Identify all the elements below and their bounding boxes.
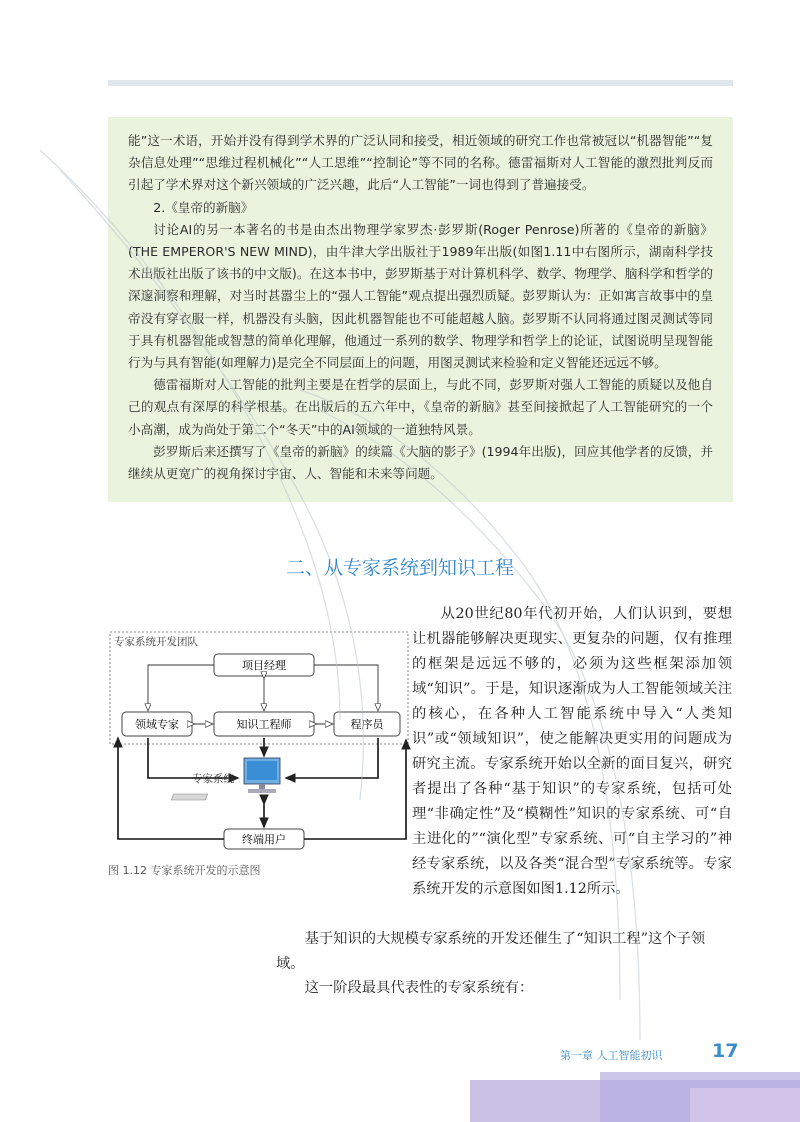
domain-expert-label: 领域专家 (135, 718, 179, 731)
box-subheading: 2.《皇帝的新脑》 (153, 199, 254, 215)
project-manager-label: 项目经理 (242, 659, 286, 672)
footer-band (0, 1062, 800, 1122)
chapter-label: 第一章 人工智能初识 (560, 1049, 663, 1062)
end-user-label: 终端用户 (242, 833, 286, 846)
body-paragraph: 从20世纪80年代初开始，人们认识到，要想让机器能够解决更现实、更复杂的问题，仅有推理的框架是远远不够的，必须为这些框架添加领域“知识”。于是，知识逐渐成为人工智能领域关注的核心，在各种人工智能系统中导入“人类知识”或“领域知识”，使之能解决更实用的问题成为研究主流。专家系统开始以全新的面目复兴，研究者提出了各种“基于知识”的专家系统，包括可处理“非确定性”及“模糊性”知识的专家系统、可“自主进化的”“演化型”专家系统、可“自主学习的”神经专家系统，以及各类“混合型”专家系统等。专家系统开发的示意图如图1.12所示。 (412, 606, 732, 897)
box-paragraph: 讨论AI的另一本著名的书是由杰出物理学家罗杰·彭罗斯(Roger Penrose)所著的《皇帝的新脑》(THE EMPEROR'S NEW MIND)，由牛津大学出版社于1989年出版(如图1.11中右图所示，湖南科学技术出版社出版了该书的中文版)。在这本书中，彭罗斯基于对计算机科学、数学、物理学、脑科学和哲学的深邃洞察和理解，对当时甚嚣尘上的“强人工智能”观点提出强烈质疑。彭罗斯认为：正如寓言故事中的皇帝没有穿衣服一样，机器没有头脑，因此机器智能也不可能超越人脑。彭罗斯不认同将通过图灵测试等同于具有机器智能或智慧的简单化理解，他通过一系列的数学、物理学和哲学上的论证，试图说明呈现智能行为与具有智能(如理解力)是完全不同层面上的问题，用图灵测试来检验和定义智能还远远不够。 (128, 221, 713, 371)
body-paragraph: 这一阶段最具代表性的专家系统有： (304, 980, 534, 996)
body-paragraph: 基于知识的大规模专家系统的开发还催生了“知识工程”这个子领域。 (276, 931, 706, 972)
box-paragraph: 彭罗斯后来还撰写了《皇帝的新脑》的续篇《大脑的影子》(1994年出版)，回应其他学者的反馈，并继续从更宽广的视角探讨宇宙、人、智能和未来等问题。 (128, 443, 713, 482)
knowledge-engineer-label: 知识工程师 (236, 718, 292, 731)
box-paragraph: 能”这一术语，开始并没有得到学术界的广泛认同和接受，相近领域的研究工作也常被冠以“机器智能”“复杂信息处理”“思维过程机械化”“人工思维”“控制论”等不同的名称。德雷福斯对人工智能的激烈批判反而引起了学术界对这个新兴领域的广泛兴趣，此后“人工智能”一词也得到了普遍接受。 (128, 133, 713, 193)
team-label: 专家系统开发团队 (114, 636, 198, 648)
sidebar-box (108, 117, 733, 502)
box-paragraph: 德雷福斯对人工智能的批判主要是在哲学的层面上，与此不同，彭罗斯对强人工智能的质疑以及他自己的观点有深厚的科学根基。在出版后的五六年中，《皇帝的新脑》甚至间接掀起了人工智能研究的一个小高潮，成为尚处于第二个“冬天”中的AI领域的一道独特风景。 (128, 377, 713, 437)
programmer-label: 程序员 (350, 718, 384, 731)
section-title: 二、从专家系统到知识工程 (285, 557, 514, 579)
page-number: 17 (712, 1040, 739, 1062)
figure-caption: 图 1.12 专家系统开发的示意图 (108, 864, 261, 877)
expert-system-diagram (108, 628, 413, 856)
expert-system-label: 专家系统 (192, 773, 234, 785)
header-rule (108, 80, 733, 86)
